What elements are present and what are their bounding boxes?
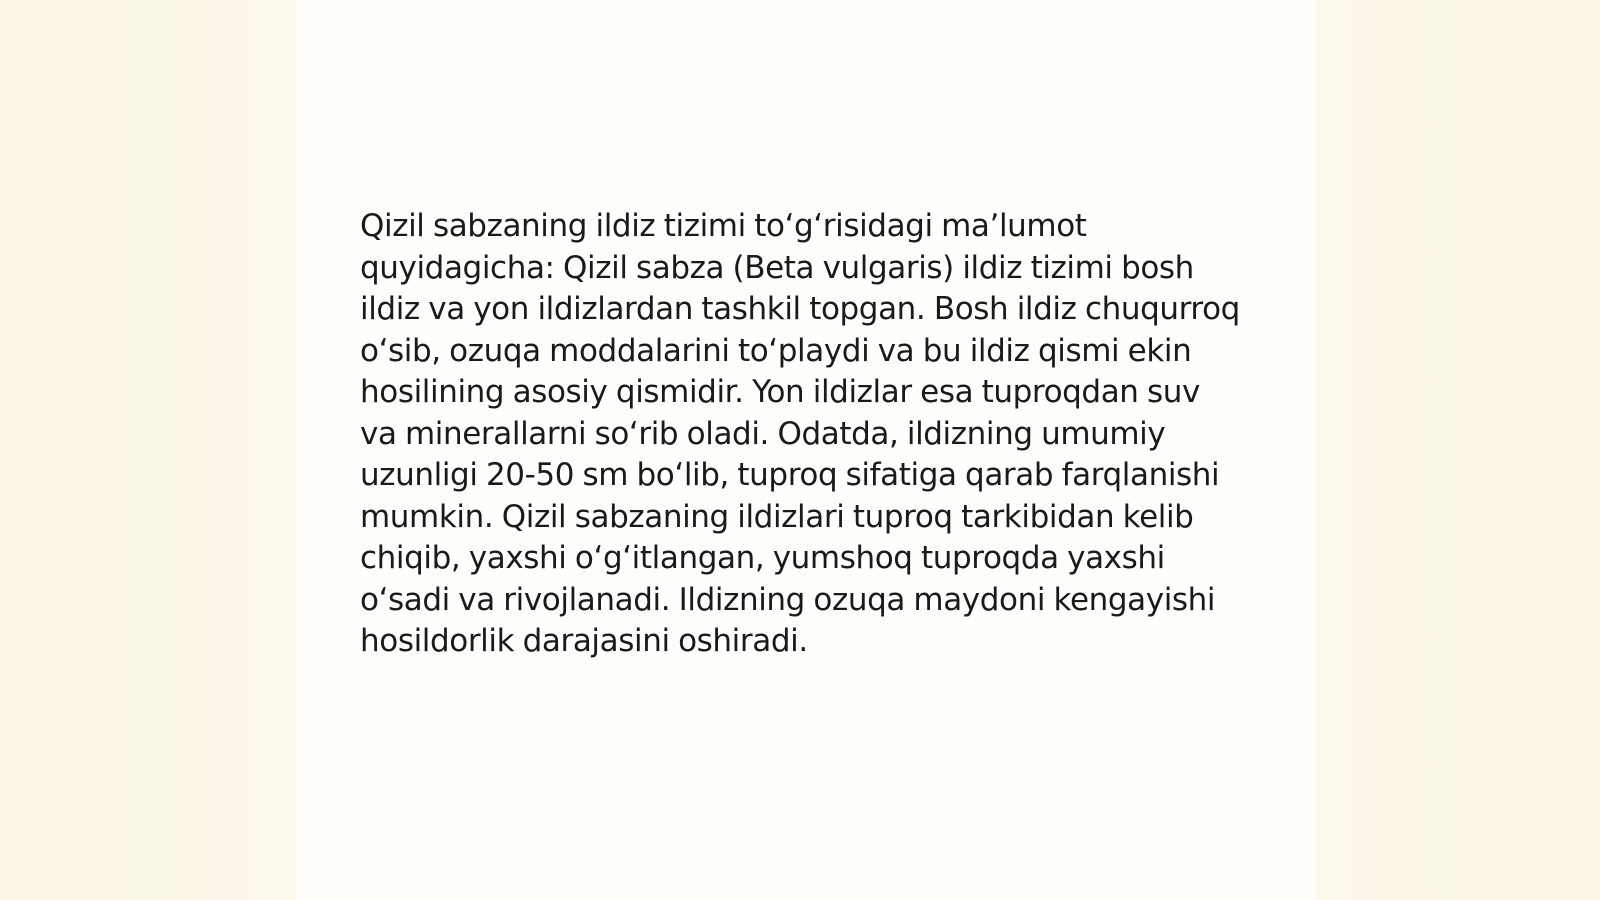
slide-body-text: Qizil sabzaning ildiz tizimi to‘g‘risidagi ma’lumot quyidagicha: Qizil sabza (Beta vulgaris) ildiz tizimi bosh ildiz va yon ildizlardan tashkil topgan. Bosh ildiz chuqurroq o‘sib, ozuqa moddalarini to‘playdi va bu ildiz qismi ekin hosilining asosiy qismidir. Yon ildizlar esa tuproqdan suv va minerallarni so‘rib oladi. Odatda, ildizning umumiy uzunligi 20-50 sm bo‘lib, tuproq sifatiga qarab farqlanishi mumkin. Qizil sabzaning ildizlari tuproq tarkibidan kelib chiqib, yaxshi o‘g‘itlangan, yumshoq tuproqda yaxshi o‘sadi va rivojlanadi. Ildizning ozuqa maydoni kengayishi hosildorlik darajasini oshiradi. bbox=[360, 208, 1240, 659]
slide bbox=[296, 0, 1316, 900]
